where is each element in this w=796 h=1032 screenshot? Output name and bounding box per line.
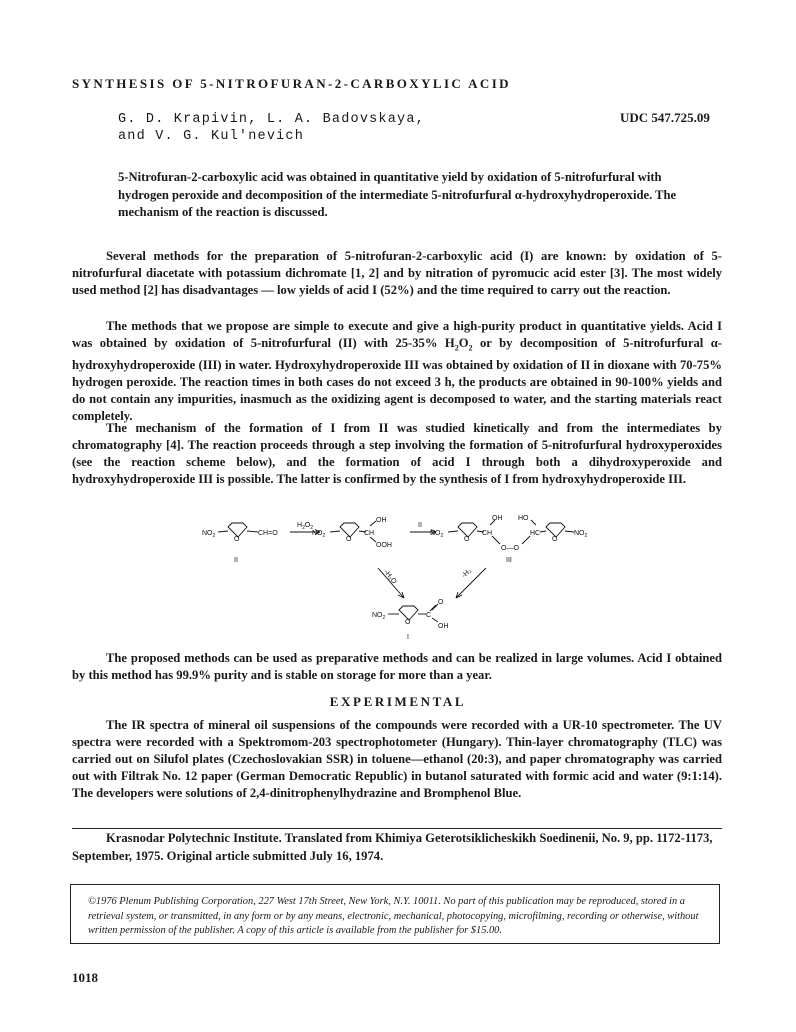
furan-ring-iii-left (458, 523, 477, 537)
furan-ring-i (399, 606, 418, 620)
nitro-group-label: $NO_2$ (430, 530, 444, 539)
paragraph-methods-part-b: O (458, 335, 469, 350)
bond (565, 531, 574, 532)
author-line-2: and V. G. Kul'nevich (118, 129, 305, 144)
carbonyl-carbon-label: C (426, 612, 432, 619)
hydroxyl-label: OH (376, 517, 387, 524)
bond (432, 618, 438, 622)
subscript-2: 2 (454, 343, 459, 353)
bond (522, 536, 530, 544)
peroxide-bridge-label: O—O (501, 545, 519, 552)
minus-water-label: -H₂O (382, 568, 398, 586)
author-list (118, 111, 425, 145)
bond (430, 605, 436, 611)
paragraph-methods-part-c: or by decomposition of 5-nitrofurfural α-hydroxyhydroperoxide (III) in water. Hydroxyhydroperoxide III was obtained by oxidation of II in dioxane with 70-75% hydrogen peroxide. The reaction times in both cases do not exceed 3 h, the products are obtained in 90-100% yields and do not contain any impurities, inasmuch as the oxidizing agent is decomposed to water, and the starting materials react completely. (72, 335, 722, 424)
minus-hydrogen-label: -H₂ (460, 567, 473, 580)
nitro-group-label: $NO_2$ (312, 530, 326, 539)
nitro-group-label: $NO_2$ (372, 612, 386, 621)
udc-code: UDC 547.725.09 (620, 110, 710, 125)
ch-group-label: CH (364, 530, 375, 537)
compound-label-ii: II (234, 557, 238, 564)
paragraph-methods (72, 318, 722, 425)
page-number: 1018 (72, 970, 98, 985)
hc-group-label: HC (530, 530, 541, 537)
furan-ring-iii-right (546, 523, 565, 537)
bond (492, 536, 500, 544)
paragraph-methods-part-a: The methods that we propose are simple to execute and give a high-purity product in quantitative yields. Acid I was obtained by oxidation of 5-nitrofurfural (II) with 25-35% H (72, 319, 722, 350)
ring-oxygen-label: O (405, 619, 411, 626)
aldehyde-group-label: CH=O (258, 530, 278, 537)
section-heading-experimental: EXPERIMENTAL (329, 694, 467, 709)
carbonyl-oxygen-label: O (438, 599, 444, 606)
compound-label-i: I (407, 634, 409, 641)
furan-ring-intermediate (340, 523, 359, 537)
bond (448, 531, 458, 532)
reagent-ii-label: II (418, 522, 422, 529)
subscript-2: 2 (468, 343, 473, 353)
bond (218, 531, 228, 532)
ring-oxygen-label: O (552, 536, 558, 543)
ring-oxygen-label: O (234, 536, 240, 543)
abstract: 5-Nitrofuran-2-carboxylic acid was obtained in quantitative yield by oxidation of 5-nitrofurfural with hydrogen peroxide and decomposition of the intermediate 5-nitrofurfural α-hydroxyhydroperoxide. The mechanism of the reaction is discussed. (118, 170, 677, 219)
bond (540, 531, 546, 532)
paragraph-conclusion: The proposed methods can be used as preparative methods and can be realized in large volumes. Acid I obtained by this method has 99.9% purity and is stable on storage for more than a year. (72, 651, 722, 682)
author-line-1: G. D. Krapivin, L. A. Badovskaya, (118, 112, 425, 127)
paragraph-experimental: The IR spectra of mineral oil suspensions of the compounds were recorded with a UR-10 spectrometer. The UV spectra were recorded with a Spektromom-203 spectrophotometer (Hungary). Thin-layer chromatography (TLC) was carried out on Silufol plates (Czechoslovakian SSR) in toluene—ethanol (20:3), and paper chromatography was carried out with Filtrak No. 12 paper (German Democratic Republic) in butanol saturated with formic acid and water (9:1:14). The developers were solutions of 2,4-dinitrophenylhydrazine and Bromphenol Blue. (72, 718, 722, 800)
furan-ring-ii (228, 523, 247, 537)
footnote-divider (72, 828, 722, 829)
affiliation-footnote: Krasnodar Polytechnic Institute. Translated from Khimiya Geterotsiklicheskikh Soedinenii, No. 9, pp. 1172-1173, September, 1975. Original article submitted July 16, 1974. (72, 831, 713, 863)
paper-title: SYNTHESIS OF 5-NITROFURAN-2-CARBOXYLIC ACID (72, 76, 511, 91)
ring-oxygen-label: O (464, 536, 470, 543)
copyright-text: ©1976 Plenum Publishing Corporation, 227 West 17th Street, New York, N.Y. 10011. No part of this publication may be reproduced, stored in a retrieval system, or transmitted, in any form or by any means, electronic, mechanical, photocopying, microfilming, recording or otherwise, without written permission of the publisher. A copy of this article is available from the publisher for $15.00. (88, 896, 699, 937)
ring-oxygen-label: O (346, 536, 352, 543)
reaction-scheme (200, 510, 620, 645)
copyright-notice (70, 884, 720, 944)
ch-group-label: CH (482, 530, 493, 537)
paragraph-mechanism: The mechanism of the formation of I from II was studied kinetically and from the intermediates by chromatography [4]. The reaction proceeds through a step involving the formation of 5-nitrofurfural hydroxyperoxides (see the reaction scheme below), and the formation of acid I through both a dihydroxyperoxide and hydroxyhydroperoxide III is possible. The latter is confirmed by the synthesis of I from hydroxyhydroperoxide III. (72, 421, 722, 486)
bond (531, 520, 536, 525)
hydroxy-ho-label: HO (518, 515, 529, 522)
reagent-h2o2-label: $H_2O_2$ (297, 522, 314, 531)
compound-label-iii: III (506, 557, 512, 564)
nitro-group-label: $NO_2$ (574, 530, 588, 539)
hydroperoxy-label: OOH (376, 542, 392, 549)
bond (330, 531, 340, 532)
carboxyl-oh-label: OH (438, 623, 449, 630)
hydroxyl-label: OH (492, 515, 503, 522)
bond (247, 531, 258, 532)
nitro-group-label: $NO_2$ (202, 530, 216, 539)
paragraph-intro: Several methods for the preparation of 5-nitrofuran-2-carboxylic acid (I) are known: by oxidation of 5-nitrofurfural diacetate with potassium dichromate [1, 2] and by nitration of pyromucic acid ester [3]. The most widely used method [2] has disadvantages — low yields of acid I (52%) and the time required to carry out the reaction. (72, 249, 722, 297)
